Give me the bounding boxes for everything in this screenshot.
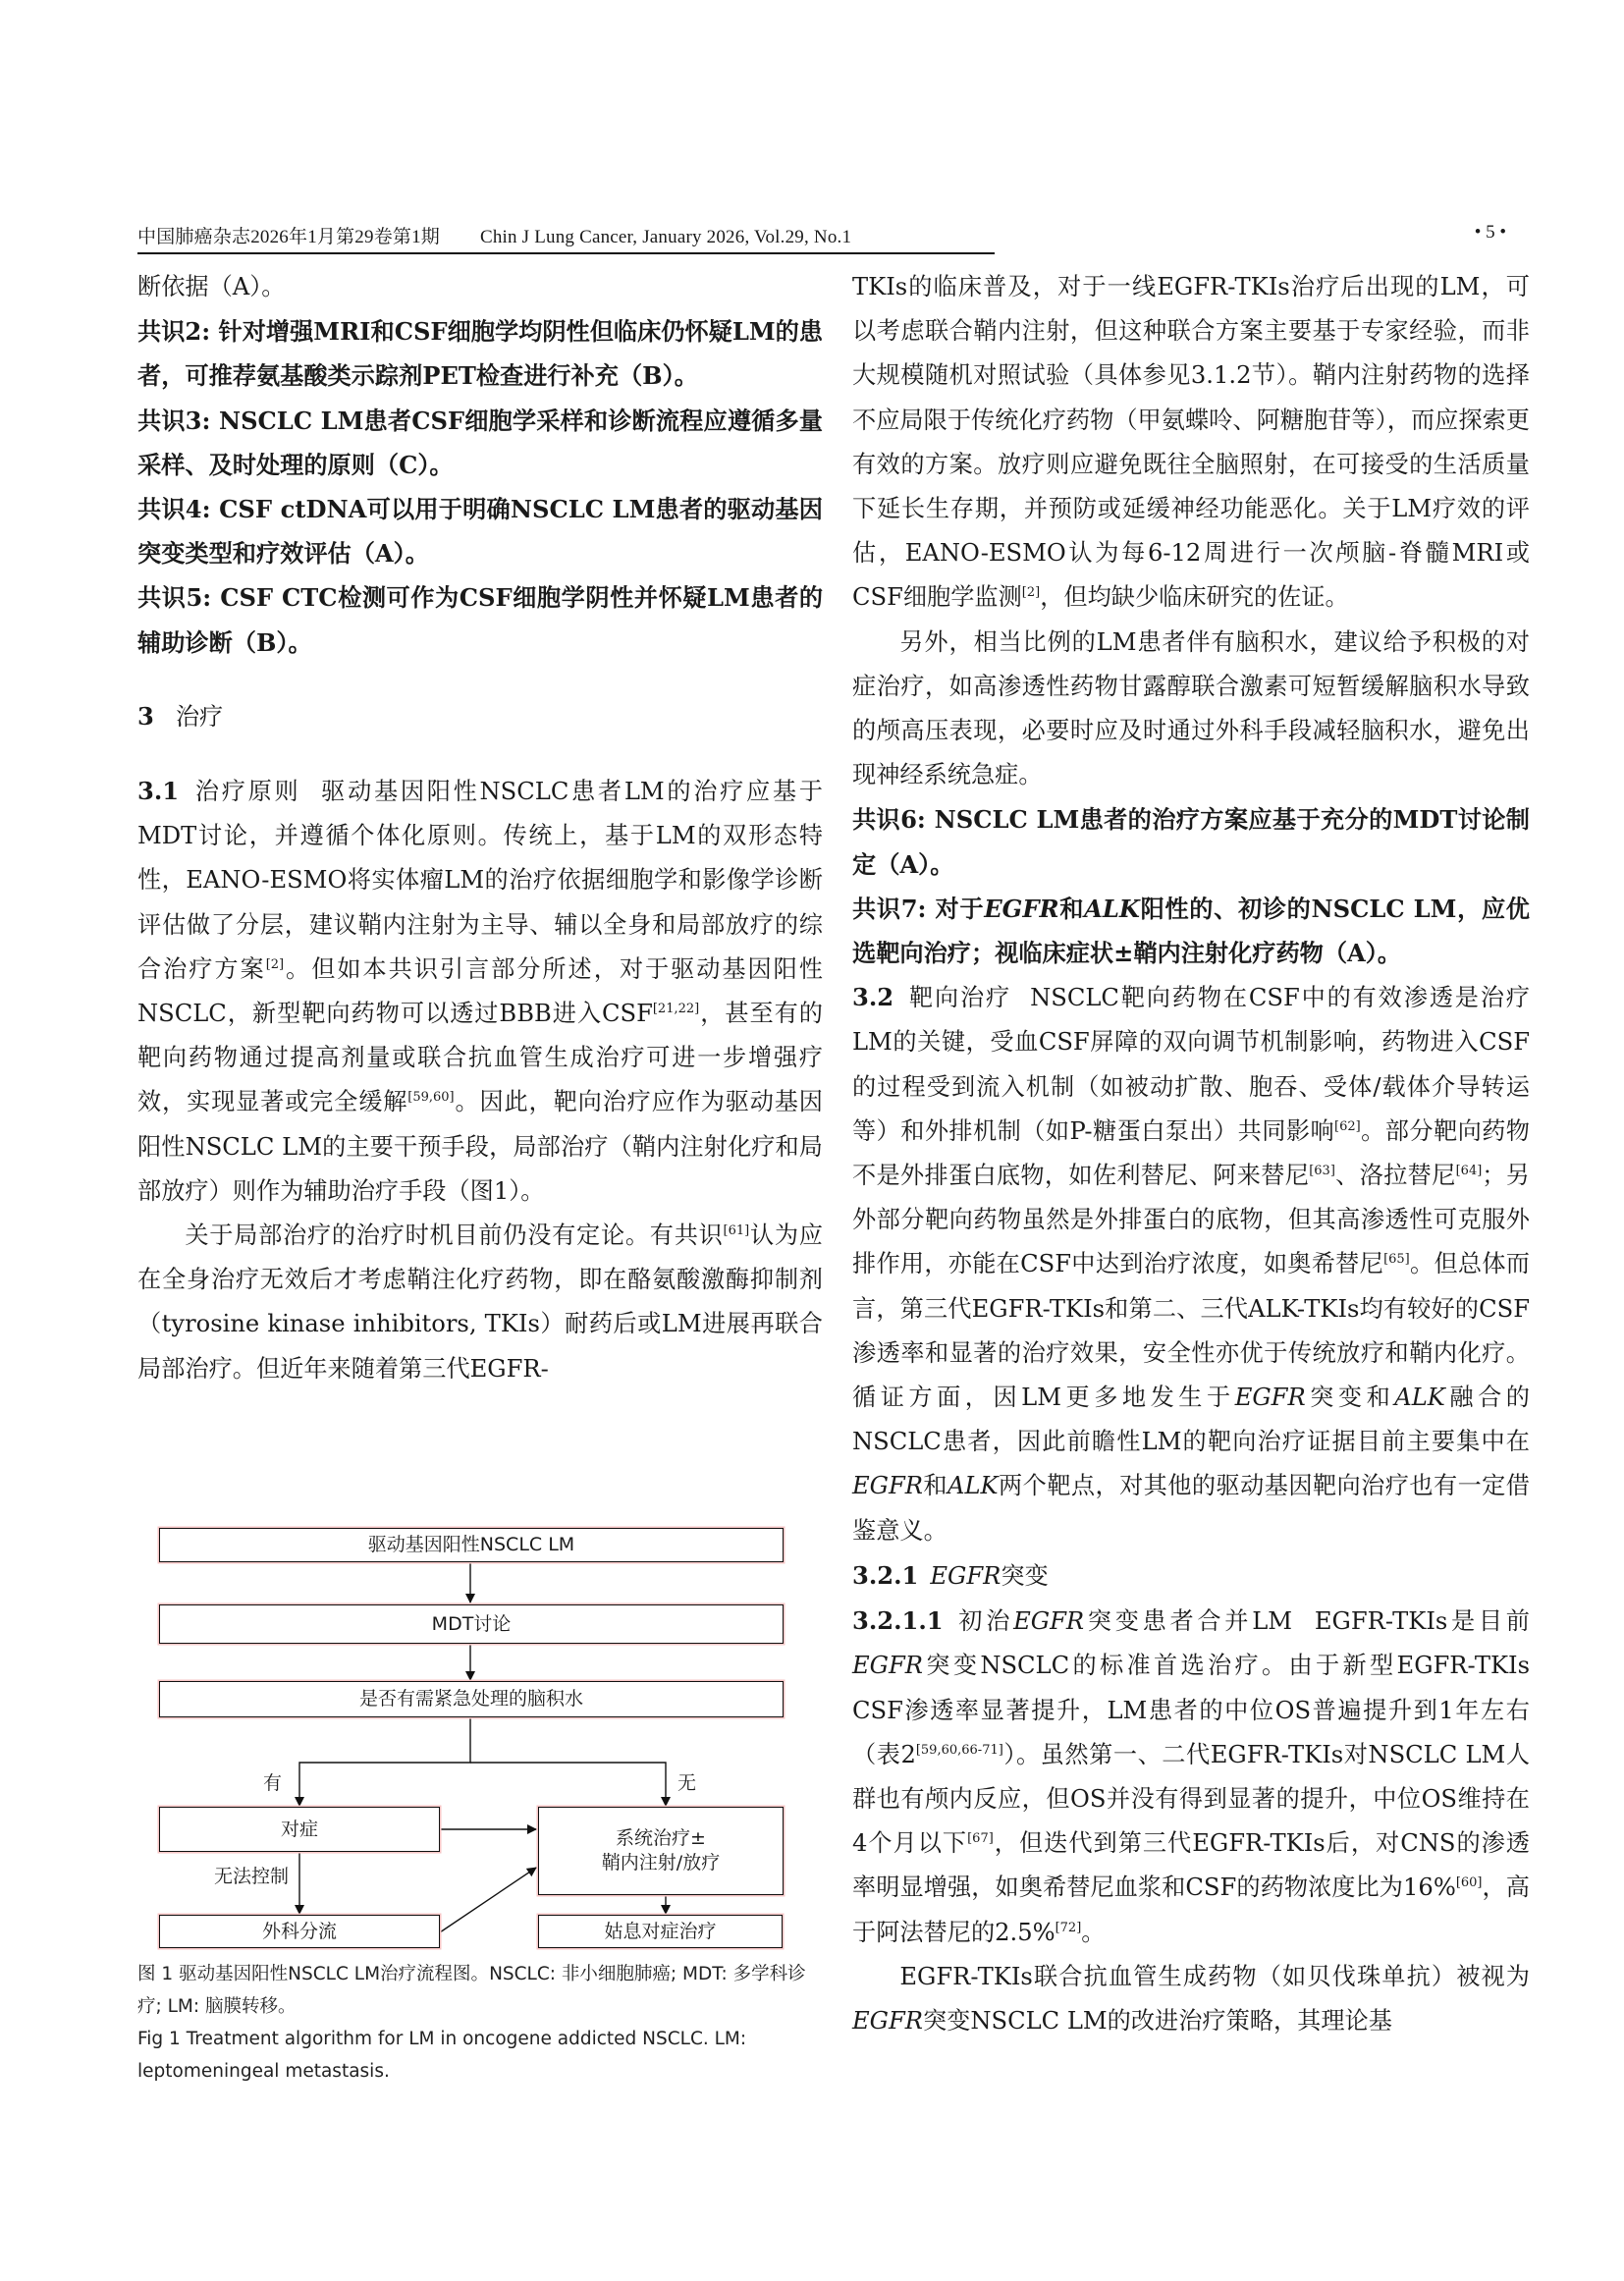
- paragraph-text: 。但总体而言，第三代EGFR-TKIs和第二、三代ALK-TKIs均有较好的CSF渗透率和显著的治疗效果，安全性亦优于传统放疗和鞘内化疗。循证方面，因LM更多地发生于: [852, 1250, 1530, 1412]
- journal-name-en: Chin J Lung Cancer, January 2026, Vol.29, No.1: [479, 227, 852, 247]
- section-3-number: 3: [137, 701, 154, 731]
- citation[interactable]: [21,22]: [652, 1002, 700, 1017]
- paragraph-text: ）。虽然第一、二代EGFR-TKIs对NSCLC LM人群也有颅内反应，但OS并没有得到显著的提升，中位OS维持在4个月以下: [852, 1740, 1531, 1858]
- flow-box-mdt: MDT讨论: [159, 1604, 784, 1644]
- paragraph-anti-angiogenic: [852, 1955, 1530, 2043]
- paragraph-text: ，高于阿法替尼的2.5%: [852, 1874, 1530, 1946]
- citation[interactable]: [65]: [1383, 1252, 1410, 1268]
- paragraph-text: 融合的NSCLC患者，因此前瞻性LM的靶向治疗证据目前主要集中在: [852, 1384, 1530, 1456]
- paragraph-text: 。: [1081, 1918, 1106, 1946]
- flow-box-surgical-shunt: 外科分流: [159, 1915, 440, 1948]
- citation[interactable]: [2]: [265, 956, 285, 972]
- journal-citation: [137, 222, 995, 254]
- flow-label-uncontrolled: 无法控制: [214, 1866, 290, 1887]
- section-3-2-paragraph: [852, 975, 1530, 1553]
- paragraph-text: TKIs的临床普及，对于一线EGFR-TKIs治疗后出现的LM，可以考虑联合鞘内注射，但这种联合方案主要基于专家经验，而非大规模随机对照试验（具体参见3.1.2节）。鞘内注射药物的选择不应局限于传统化疗药物（甲氨蝶呤、阿糖胞苷等），而应探索更有效的方案。放疗则应避免既往全脑照射，在可接受的生活质量下延长生存期，并预防或延缓神经功能恶化。关于LM疗效的评估，EANO-ESMO认为每6-12周进行一次颅脑-脊髓MRI或CSF细胞学监测: [852, 273, 1530, 612]
- gene-name: ALK: [1084, 894, 1140, 923]
- section-3-1-paragraph: [137, 769, 823, 1214]
- gene-name: EGFR: [984, 894, 1059, 923]
- consensus-7-tag: 共识7:: [852, 894, 927, 923]
- citation[interactable]: [59,60,66-71]: [915, 1742, 1003, 1758]
- section-3-2-number: 3.2: [852, 983, 894, 1012]
- caption-text: NSCLC LM: [288, 1964, 381, 1984]
- caption-abbrev: MDT:: [682, 1964, 728, 1984]
- consensus-5: [137, 575, 823, 664]
- page-number: • 5 •: [1474, 222, 1506, 243]
- citation[interactable]: [60]: [1455, 1875, 1483, 1891]
- consensus-2-text: 针对增强MRI和CSF细胞学均阴性但临床仍怀疑LM的患者，可推荐氨基酸类示踪剂PET检查进行补充（B）。: [137, 317, 823, 391]
- gene-name: ALK: [1394, 1384, 1445, 1412]
- left-column: [137, 265, 823, 1391]
- gene-name: EGFR: [852, 2006, 923, 2035]
- paragraph-text: 两个靶点，对其他的驱动基因靶向治疗也有一定借鉴意义。: [852, 1472, 1530, 1545]
- running-header: [137, 218, 1526, 251]
- consensus-7-text: 阳性的、初诊的NSCLC LM，应优选靶向治疗；视临床症状±鞘内注射化疗药物（A）。: [852, 894, 1530, 968]
- paragraph-text: 。但如本共识引言部分所述，对于驱动基因阳性NSCLC，新型靶向药物可以透过BBB进入CSF: [137, 954, 823, 1028]
- consensus-5-text: CSF CTC检测可作为CSF细胞学阴性并怀疑LM患者的辅助诊断（B）。: [137, 583, 824, 657]
- gene-name: EGFR: [1234, 1384, 1306, 1412]
- gene-name: ALK: [947, 1472, 999, 1500]
- flow-box-systemic-line1: 系统治疗±: [616, 1827, 706, 1849]
- consensus-2-tag: 共识2:: [137, 317, 211, 347]
- consensus-3: [137, 399, 823, 487]
- caption-abbrev: LM:: [167, 1996, 200, 2017]
- citation[interactable]: [62]: [1334, 1118, 1361, 1134]
- consensus-6: [852, 797, 1530, 886]
- paragraph-text: ，甚至有的靶向药物通过提高剂量或联合抗血管生成治疗可进一步增强疗效，实现显著或完全缓解: [137, 1000, 823, 1116]
- consensus-4-text: CSF ctDNA可以用于明确NSCLC LM患者的驱动基因突变类型和疗效评估（A）。: [137, 495, 823, 569]
- caption-abbrev: NSCLC:: [489, 1964, 557, 1984]
- citation[interactable]: [61]: [723, 1223, 750, 1239]
- flow-label-no: 无: [677, 1772, 697, 1794]
- consensus-4-tag: 共识4:: [137, 495, 211, 524]
- consensus-2: [137, 309, 823, 398]
- section-heading-3: [137, 694, 823, 739]
- section-3-title: 治疗: [175, 702, 224, 731]
- paragraph-text: 突变NSCLC LM的改进治疗策略，其理论基: [922, 2006, 1392, 2035]
- consensus-4: [137, 487, 823, 575]
- section-3-2-1-1-paragraph: [852, 1599, 1530, 1955]
- paragraph-text: 突变NSCLC的标准首选治疗。由于新型EGFR-TKIs CSF渗透率显著提升，LM患者的中位OS普遍提升到1年左右（表2: [852, 1652, 1530, 1768]
- paragraph-text: 突变和: [1305, 1384, 1395, 1412]
- paragraph-text: ；另外部分靶向药物虽然是外排蛋白的底物，但其高渗透性可克服外排作用，亦能在CSF中达到治疗浓度，如奥希替尼: [852, 1162, 1530, 1278]
- caption-text: 治疗流程图。: [380, 1964, 490, 1984]
- paragraph-text: 驱动基因阳性NSCLC患者LM的治疗应基于MDT讨论，并遵循个体化原则。传统上，基于LM的双形态特性，EANO-ESMO将实体瘤LM的治疗依据细胞学和影像学诊断评估做了分层，建议鞘内注射为主导、辅以全身和局部放疗的综合治疗方案: [137, 778, 823, 983]
- paragraph-text: 初治: [954, 1607, 1014, 1636]
- citation[interactable]: [67]: [967, 1831, 994, 1847]
- gene-name: EGFR: [1013, 1607, 1085, 1636]
- paragraph-local-therapy-timing: [137, 1214, 823, 1391]
- paragraph-tki-intrathecal: [852, 265, 1530, 621]
- flow-box-driver-positive: 驱动基因阳性NSCLC LM: [159, 1528, 784, 1562]
- section-3-2-1-1-number: 3.2.1.1: [852, 1606, 944, 1636]
- consensus-7-text: 和: [1058, 894, 1085, 923]
- citation[interactable]: [64]: [1455, 1164, 1483, 1179]
- caption-text: 驱动基因阳性: [179, 1964, 289, 1984]
- caption-text: 多学科诊疗;: [137, 1964, 806, 2017]
- caption-cn: [137, 1958, 825, 2023]
- journal-name-cn: 中国肺癌杂志2026年1月第29卷第1期: [137, 227, 441, 247]
- flow-box-hydrocephalus-question: 是否有需紧急处理的脑积水: [159, 1681, 784, 1717]
- paragraph-text: ，但均缺少临床研究的佐证。: [1040, 583, 1349, 612]
- caption-text: 脑膜转移。: [199, 1996, 297, 2017]
- consensus-7: [852, 887, 1530, 975]
- flow-box-systemic-therapy: [538, 1807, 784, 1895]
- consensus-3-text: NSCLC LM患者CSF细胞学采样和诊断流程应遵循多量采样、及时处理的原则（C）。: [137, 406, 823, 479]
- caption-fig-label: 图 1: [137, 1964, 174, 1984]
- citation[interactable]: [59,60]: [407, 1090, 455, 1106]
- flow-box-palliative: 姑息对症治疗: [538, 1915, 783, 1948]
- gene-name: EGFR: [852, 1652, 923, 1680]
- paragraph-text: ，但迭代到第三代EGFR-TKIs后，对CNS的渗透率明显增强，如奥希替尼血浆和CSF的药物浓度比为16%: [852, 1829, 1530, 1902]
- section-3-2-1-number: 3.2.1: [852, 1560, 919, 1590]
- paragraph-text: EGFR-TKIs联合抗血管生成药物（如贝伐珠单抗）被视为: [899, 1962, 1530, 1990]
- citation[interactable]: [63]: [1309, 1164, 1335, 1179]
- consensus-6-text: NSCLC LM患者的治疗方案应基于充分的MDT讨论制定（A）。: [852, 805, 1530, 879]
- section-3-2-1-heading: [852, 1553, 1530, 1599]
- continued-line: 断依据（A）。: [137, 273, 286, 300]
- caption-text: 非小细胞肺癌;: [556, 1964, 683, 1984]
- section-3-2-1-title: 突变: [1001, 1561, 1049, 1590]
- consensus-7-text: 对于: [926, 894, 985, 923]
- figure-1-flowchart: [159, 1528, 784, 1950]
- paragraph-text: 和: [922, 1472, 948, 1500]
- paragraph-text: 、洛拉替尼: [1334, 1162, 1456, 1190]
- paragraph-text: 。因此，靶向治疗应作为驱动基因阳性NSCLC LM的主要干预手段，局部治疗（鞘内注射化疗和局部放疗）则作为辅助治疗手段（图1）。: [137, 1088, 823, 1205]
- section-3-1-number: 3.1: [137, 777, 180, 806]
- citation[interactable]: [72]: [1055, 1920, 1082, 1935]
- caption-en: Fig 1 Treatment algorithm for LM in oncogene addicted NSCLC. LM: leptomeningeal metastasis.: [137, 2029, 747, 2082]
- citation[interactable]: [2]: [1021, 585, 1041, 601]
- section-3-2-title: 靶向治疗: [907, 984, 1012, 1012]
- paragraph-text: 关于局部治疗的治疗时机目前仍没有定论。有共识: [185, 1222, 724, 1250]
- figure-1-caption: [137, 1958, 825, 2088]
- consensus-6-tag: 共识6:: [852, 805, 926, 835]
- paragraph-text: 认为应在全身治疗无效后才考虑鞘注化疗药物，即在酪氨酸激酶抑制剂（tyrosine kinase inhibitors, TKIs）耐药后或LM进展再联合局部治疗。但近年来随着第三代EGFR-: [137, 1222, 823, 1383]
- paragraph-text: NSCLC靶向药物在CSF中的有效渗透是治疗LM的关键，受血CSF屏障的双向调节机制影响，药物进入CSF的过程受到流入机制（如被动扩散、胞吞、受体/载体介导转运等）和外排机制（如P-糖蛋白泵出）共同影响: [852, 984, 1530, 1145]
- gene-name: EGFR: [852, 1472, 923, 1500]
- flow-box-symptomatic: 对症: [159, 1807, 440, 1852]
- flow-label-yes: 有: [263, 1772, 283, 1794]
- section-3-1-title: 治疗原则: [192, 778, 301, 806]
- flow-box-systemic-line2: 鞘内注射/放疗: [601, 1852, 721, 1874]
- paragraph-text: 突变患者合并LM: [1084, 1607, 1293, 1636]
- paragraph-text: 。部分靶向药物不是外排蛋白底物，如佐利替尼、阿来替尼: [852, 1116, 1530, 1190]
- right-column: [852, 265, 1530, 2043]
- consensus-3-tag: 共识3:: [137, 406, 211, 435]
- consensus-5-tag: 共识5:: [137, 583, 212, 613]
- gene-name: EGFR: [930, 1561, 1001, 1590]
- paragraph-text: EGFR-TKIs是目前: [1314, 1607, 1530, 1636]
- paragraph-hydrocephalus: 另外，相当比例的LM患者伴有脑积水，建议给予积极的对症治疗，如高渗透性药物甘露醇联合激素可短暂缓解脑积水导致的颅高压表现，必要时应及时通过外科手段减轻脑积水，避免出现神经系统急症。: [852, 627, 1530, 789]
